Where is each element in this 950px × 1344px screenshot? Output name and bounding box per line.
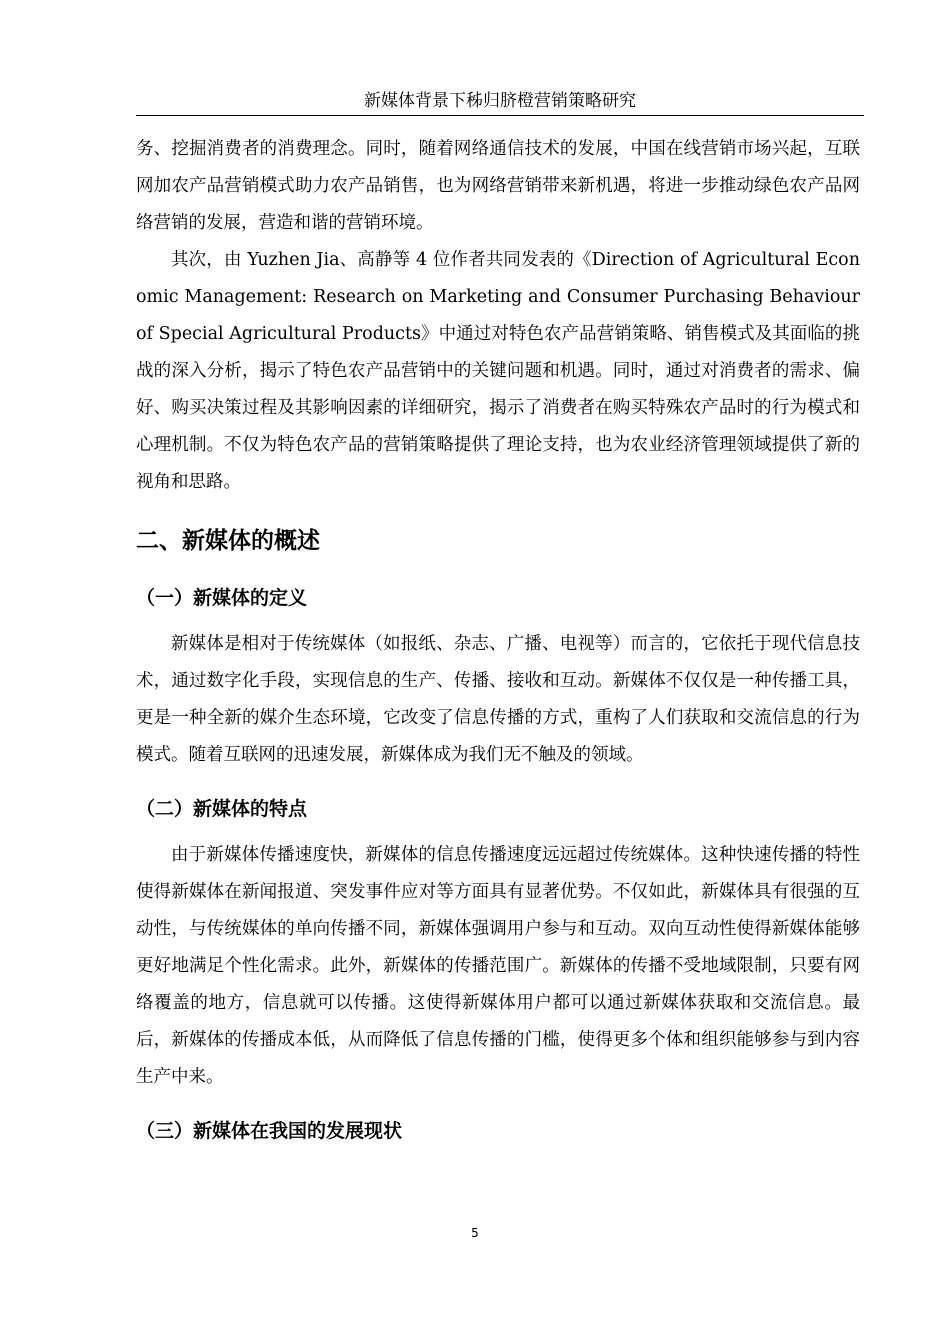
paragraph-literature-review: 其次，由 Yuzhen Jia、高静等 4 位作者共同发表的《Direction of Agricultural Economic Management: Research on Marketing and Consumer Purchasing Behaviour of Special Agricultural Products》中通过对特色农产品营销策略、销售模式及其面临的挑战的深入分析，揭示了特色农产品营销中的关键问题和机遇。同时，通过对消费者的需求、偏好、购买决策过程及其影响因素的详细研究，揭示了消费者在购买特殊农产品时的行为模式和心理机制。不仅为特色农产品的营销策略提供了理论支持，也为农业经济管理领域提供了新的视角和思路。	[136, 250, 860, 492]
page-number: 5	[471, 1226, 479, 1240]
subsection-heading-definition: （一）新媒体的定义	[136, 587, 308, 609]
paragraph-continued: 务、挖掘消费者的消费理念。同时，随着网络通信技术的发展，中国在线营销市场兴起，互联网加农产品营销模式助力农产品销售，也为网络营销带来新机遇，将进一步推动绿色农产品网络营销的发展，营造和谐的营销环境。	[136, 139, 860, 233]
subsection-heading-status: （三）新媒体在我国的发展现状	[136, 1120, 403, 1142]
running-header: 新媒体背景下秭归脐橙营销策略研究	[364, 91, 636, 111]
paragraph-features: 由于新媒体传播速度快，新媒体的信息传播速度远远超过传统媒体。这种快速传播的特性使得新媒体在新闻报道、突发事件应对等方面具有显著优势。不仅如此，新媒体具有很强的互动性，与传统媒体的单向传播不同，新媒体强调用户参与和互动。双向互动性使得新媒体能够更好地满足个性化需求。此外，新媒体的传播范围广。新媒体的传播不受地域限制，只要有网络覆盖的地方，信息就可以传播。这使得新媒体用户都可以通过新媒体获取和交流信息。最后，新媒体的传播成本低，从而降低了信息传播的门槛，使得更多个体和组织能够参与到内容生产中来。	[136, 845, 860, 1087]
header-divider	[136, 115, 864, 116]
page-body	[136, 131, 860, 1159]
subsection-heading-features: （二）新媒体的特点	[136, 798, 308, 820]
paragraph-definition: 新媒体是相对于传统媒体（如报纸、杂志、广播、电视等）而言的，它依托于现代信息技术，通过数字化手段，实现信息的生产、传播、接收和互动。新媒体不仅仅是一种传播工具，更是一种全新的媒介生态环境，它改变了信息传播的方式，重构了人们获取和交流信息的行为模式。随着互联网的迅速发展，新媒体成为我们无不触及的领域。	[136, 634, 860, 765]
section-heading: 二、新媒体的概述	[136, 528, 320, 554]
